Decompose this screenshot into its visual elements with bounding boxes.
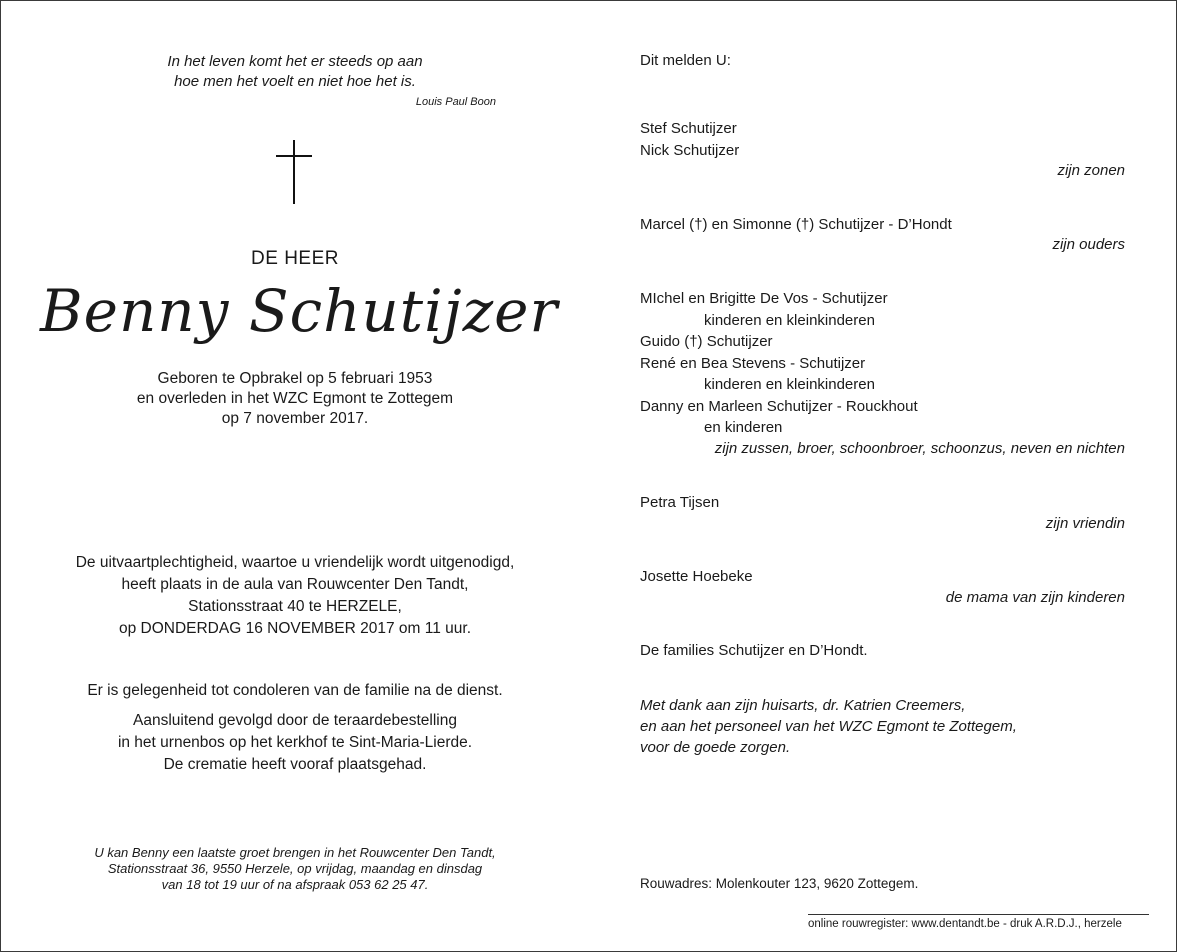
mother-of-children-role: de mama van zijn kinderen [945, 589, 1125, 606]
mother-of-children-line: Josette Hoebeke [640, 568, 753, 585]
ceremony-line: op DONDERDAG 16 NOVEMBER 2017 om 11 uur. [118, 620, 472, 637]
parents-line: Marcel (†) en Simonne (†) Schutijzer - D’Hondt [640, 216, 952, 233]
opening-quote [60, 52, 530, 92]
visitation-info [40, 845, 550, 893]
sons-role: zijn zonen [1057, 162, 1125, 179]
burial-info [40, 710, 550, 776]
family-member: Nick Schutijzer [640, 141, 740, 159]
ceremony-info [40, 552, 550, 640]
thanks-line: voor de goede zorgen. [640, 739, 791, 756]
condolence-info: Er is gelegenheid tot condoleren van de familie na de dienst. [87, 682, 503, 699]
burial-line: Aansluitend gevolgd door de teraardebestelling [132, 712, 457, 729]
thanks-line: en aan het personeel van het WZC Egmont te Zottegem, [640, 718, 1017, 735]
family-member: René en Bea Stevens - Schutijzer [640, 354, 866, 372]
mourning-address: Rouwadres: Molenkouter 123, 9620 Zottegem. [640, 876, 919, 891]
quote-line: In het leven komt het er steeds op aan [167, 53, 423, 70]
ceremony-line: De uitvaartplechtigheid, waartoe u vriendelijk wordt uitgenodigd, [75, 554, 515, 571]
quote-line: hoe men het voelt en niet hoe het is. [174, 73, 416, 90]
thanks-line: Met dank aan zijn huisarts, dr. Katrien Creemers, [640, 697, 966, 714]
ceremony-line: Stationsstraat 40 te HERZELE, [188, 598, 402, 615]
birth-death-info [60, 369, 530, 429]
burial-line: De crematie heeft vooraf plaatsgehad. [163, 756, 427, 773]
burial-line: in het urnenbos op het kerkhof te Sint-Maria-Lierde. [117, 734, 473, 751]
siblings-role: zijn zussen, broer, schoonbroer, schoonzus, neven en nichten [714, 440, 1125, 457]
visit-line: U kan Benny een laatste groet brengen in het Rouwcenter Den Tandt, [94, 845, 496, 860]
family-member-sub: en kinderen [704, 419, 783, 436]
siblings-list [640, 288, 918, 439]
thanks-note [640, 695, 1017, 758]
parents-role: zijn ouders [1052, 236, 1125, 253]
cross-icon [276, 140, 312, 204]
ceremony-line: heeft plaats in de aula van Rouwcenter Den Tandt, [121, 576, 469, 593]
death-line: en overleden in het WZC Egmont te Zottegem [136, 390, 454, 407]
family-member: Stef Schutijzer [640, 120, 737, 137]
death-date-line: op 7 november 2017. [221, 410, 369, 427]
quote-author: Louis Paul Boon [415, 96, 496, 108]
birth-line: Geboren te Opbrakel op 5 februari 1953 [157, 370, 433, 387]
announcement-intro: Dit melden U: [640, 52, 731, 69]
family-member: Danny en Marleen Schutijzer - Rouckhout [640, 397, 918, 415]
friend-role: zijn vriendin [1045, 515, 1125, 532]
honorific-title: DE HEER [251, 248, 339, 269]
family-member: MIchel en Brigitte De Vos - Schutijzer [640, 290, 888, 307]
family-member: Guido (†) Schutijzer [640, 333, 773, 350]
deceased-name: Benny Schutijzer [40, 277, 559, 345]
families-line: De families Schutijzer en D’Hondt. [640, 642, 868, 659]
sons-list [640, 118, 739, 161]
footer-rule [808, 914, 1149, 915]
family-member-sub: kinderen en kleinkinderen [704, 311, 875, 329]
footer-credits: online rouwregister: www.dentandt.be - druk A.R.D.J., herzele [808, 918, 1122, 930]
family-member-sub: kinderen en kleinkinderen [704, 376, 875, 393]
visit-line: Stationsstraat 36, 9550 Herzele, op vrijdag, maandag en dinsdag [107, 861, 483, 876]
visit-line: van 18 tot 19 uur of na afspraak 053 62 25 47. [161, 877, 429, 892]
friend-line: Petra Tijsen [640, 494, 720, 511]
